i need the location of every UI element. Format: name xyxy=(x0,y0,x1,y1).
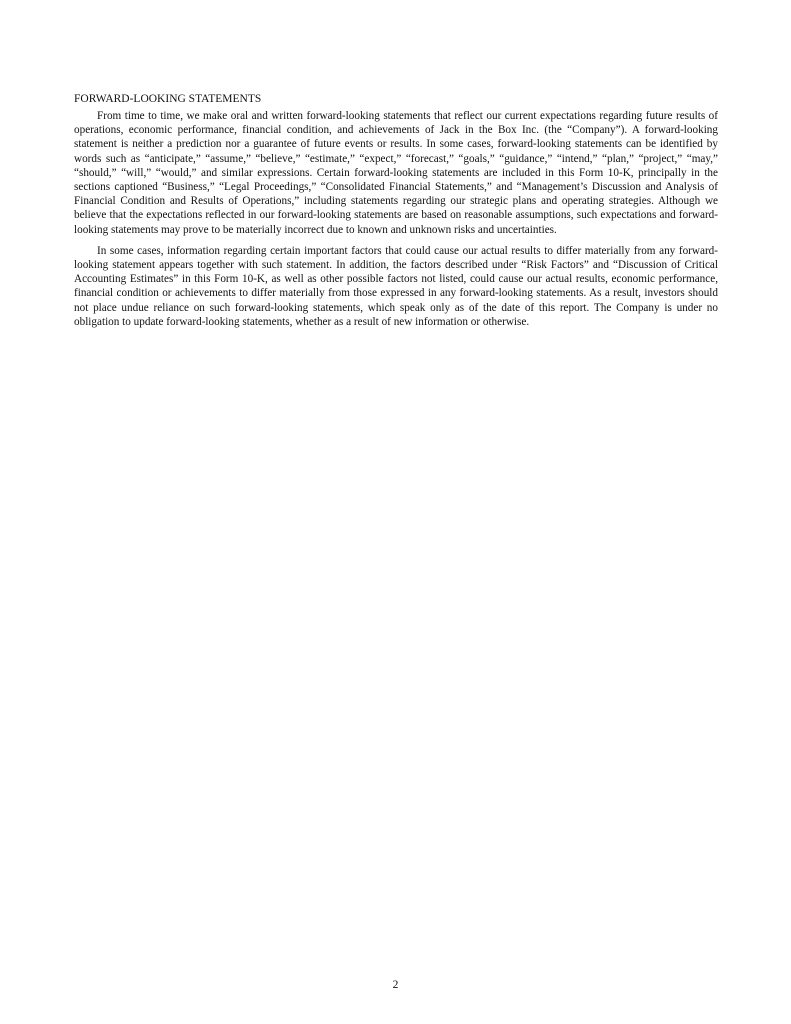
section-heading: FORWARD-LOOKING STATEMENTS xyxy=(74,93,262,105)
page-number: 2 xyxy=(392,979,399,991)
document-body xyxy=(74,92,718,336)
paragraph-intro: From time to time, we make oral and written forward-looking statements that reflect our current expectations regarding future results of operations, economic performance, financial condition, and achievements of Jack in the Box Inc. (the “Company”). A forward-looking statement is neither a prediction nor a guarantee of future events or results. In some cases, forward-looking statements can be identified by words such as “anticipate,” “assume,” “believe,” “estimate,” “expect,” “forecast,” “goals,” “guidance,” “intend,” “plan,” “project,” “may,” “should,” “will,” “would,” and similar expressions. Certain forward-looking statements are included in this Form 10-K, principally in the sections captioned “Business,” “Legal Proceedings,” “Consolidated Financial Statements,” and “Management’s Discussion and Analysis of Financial Condition and Results of Operations,” including statements regarding our strategic plans and operating strategies. Although we believe that the expectations reflected in our forward-looking statements are based on reasonable assumptions, such expectations and forward-looking statements may prove to be materially incorrect due to known and unknown risks and uncertainties. xyxy=(74,110,718,236)
paragraph-risk-factors: In some cases, information regarding certain important factors that could cause our actual results to differ materially from any forward-looking statement appears together with such statement. In addition, the factors described under “Risk Factors” and “Discussion of Critical Accounting Estimates” in this Form 10-K, as well as other possible factors not listed, could cause our actual results, economic performance, financial condition or achievements to differ materially from those expressed in any forward-looking statements. As a result, investors should not place undue reliance on such forward-looking statements, which speak only as of the date of this report. The Company is under no obligation to update forward-looking statements, whether as a result of new information or otherwise. xyxy=(74,244,718,328)
